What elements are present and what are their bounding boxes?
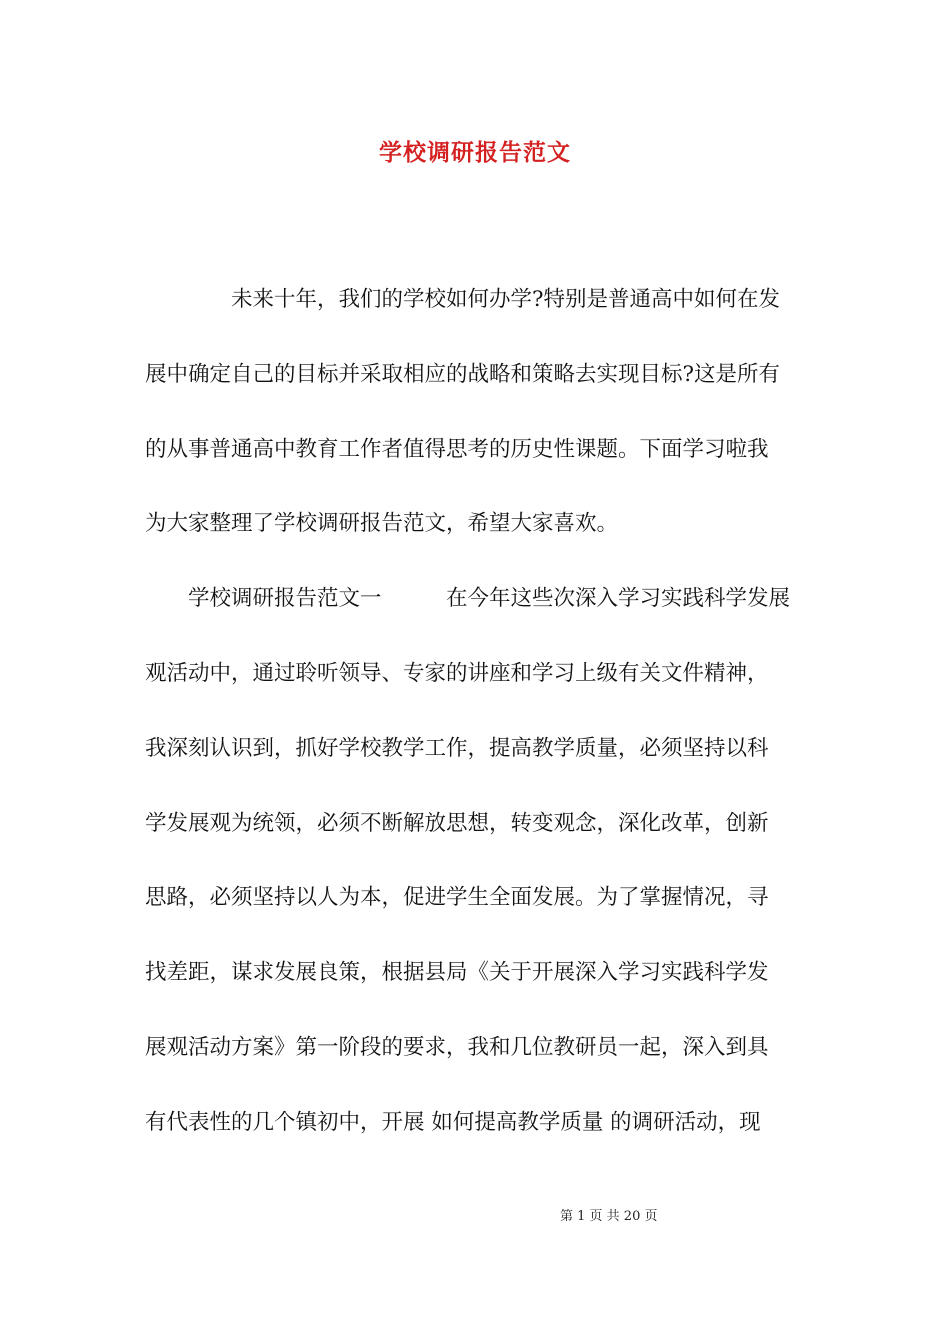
body-line: 未来十年，我们的学校如何办学?特别是普通高中如何在发	[145, 287, 781, 312]
body-line: 有代表性的几个镇初中，开展 如何提高教学质量 的调研活动，现	[145, 1109, 761, 1135]
body-line: 思路，必须坚持以人为本，促进学生全面发展。为了掌握情况，寻	[145, 885, 769, 911]
body-line: 我深刻认识到，抓好学校教学工作，提高教学质量，必须坚持以科	[145, 735, 769, 761]
document-body	[145, 278, 805, 1176]
body-line: 展观活动方案》第一阶段的要求，我和几位教研员一起，深入到具	[145, 1034, 769, 1060]
page-footer: 第 1 页 共 20 页	[560, 1209, 658, 1224]
document-title: 学校调研报告范文	[379, 139, 571, 166]
body-line: 观活动中，通过聆听领导、专家的讲座和学习上级有关文件精神，	[145, 660, 769, 686]
body-line: 学发展观为统领，必须不断解放思想，转变观念，深化改革，创新	[145, 810, 769, 836]
body-line: 展中确定自己的目标并采取相应的战略和策略去实现目标?这是所有	[145, 361, 781, 387]
body-line: 的从事普通高中教育工作者值得思考的历史性课题。下面学习啦我	[145, 436, 769, 462]
body-line: 找差距，谋求发展良策，根据县局《关于开展深入学习实践科学发	[145, 960, 769, 986]
body-line: 学校调研报告范文一 在今年这些次深入学习实践科学发展	[145, 586, 791, 612]
body-line: 为大家整理了学校调研报告范文，希望大家喜欢。	[145, 511, 619, 537]
